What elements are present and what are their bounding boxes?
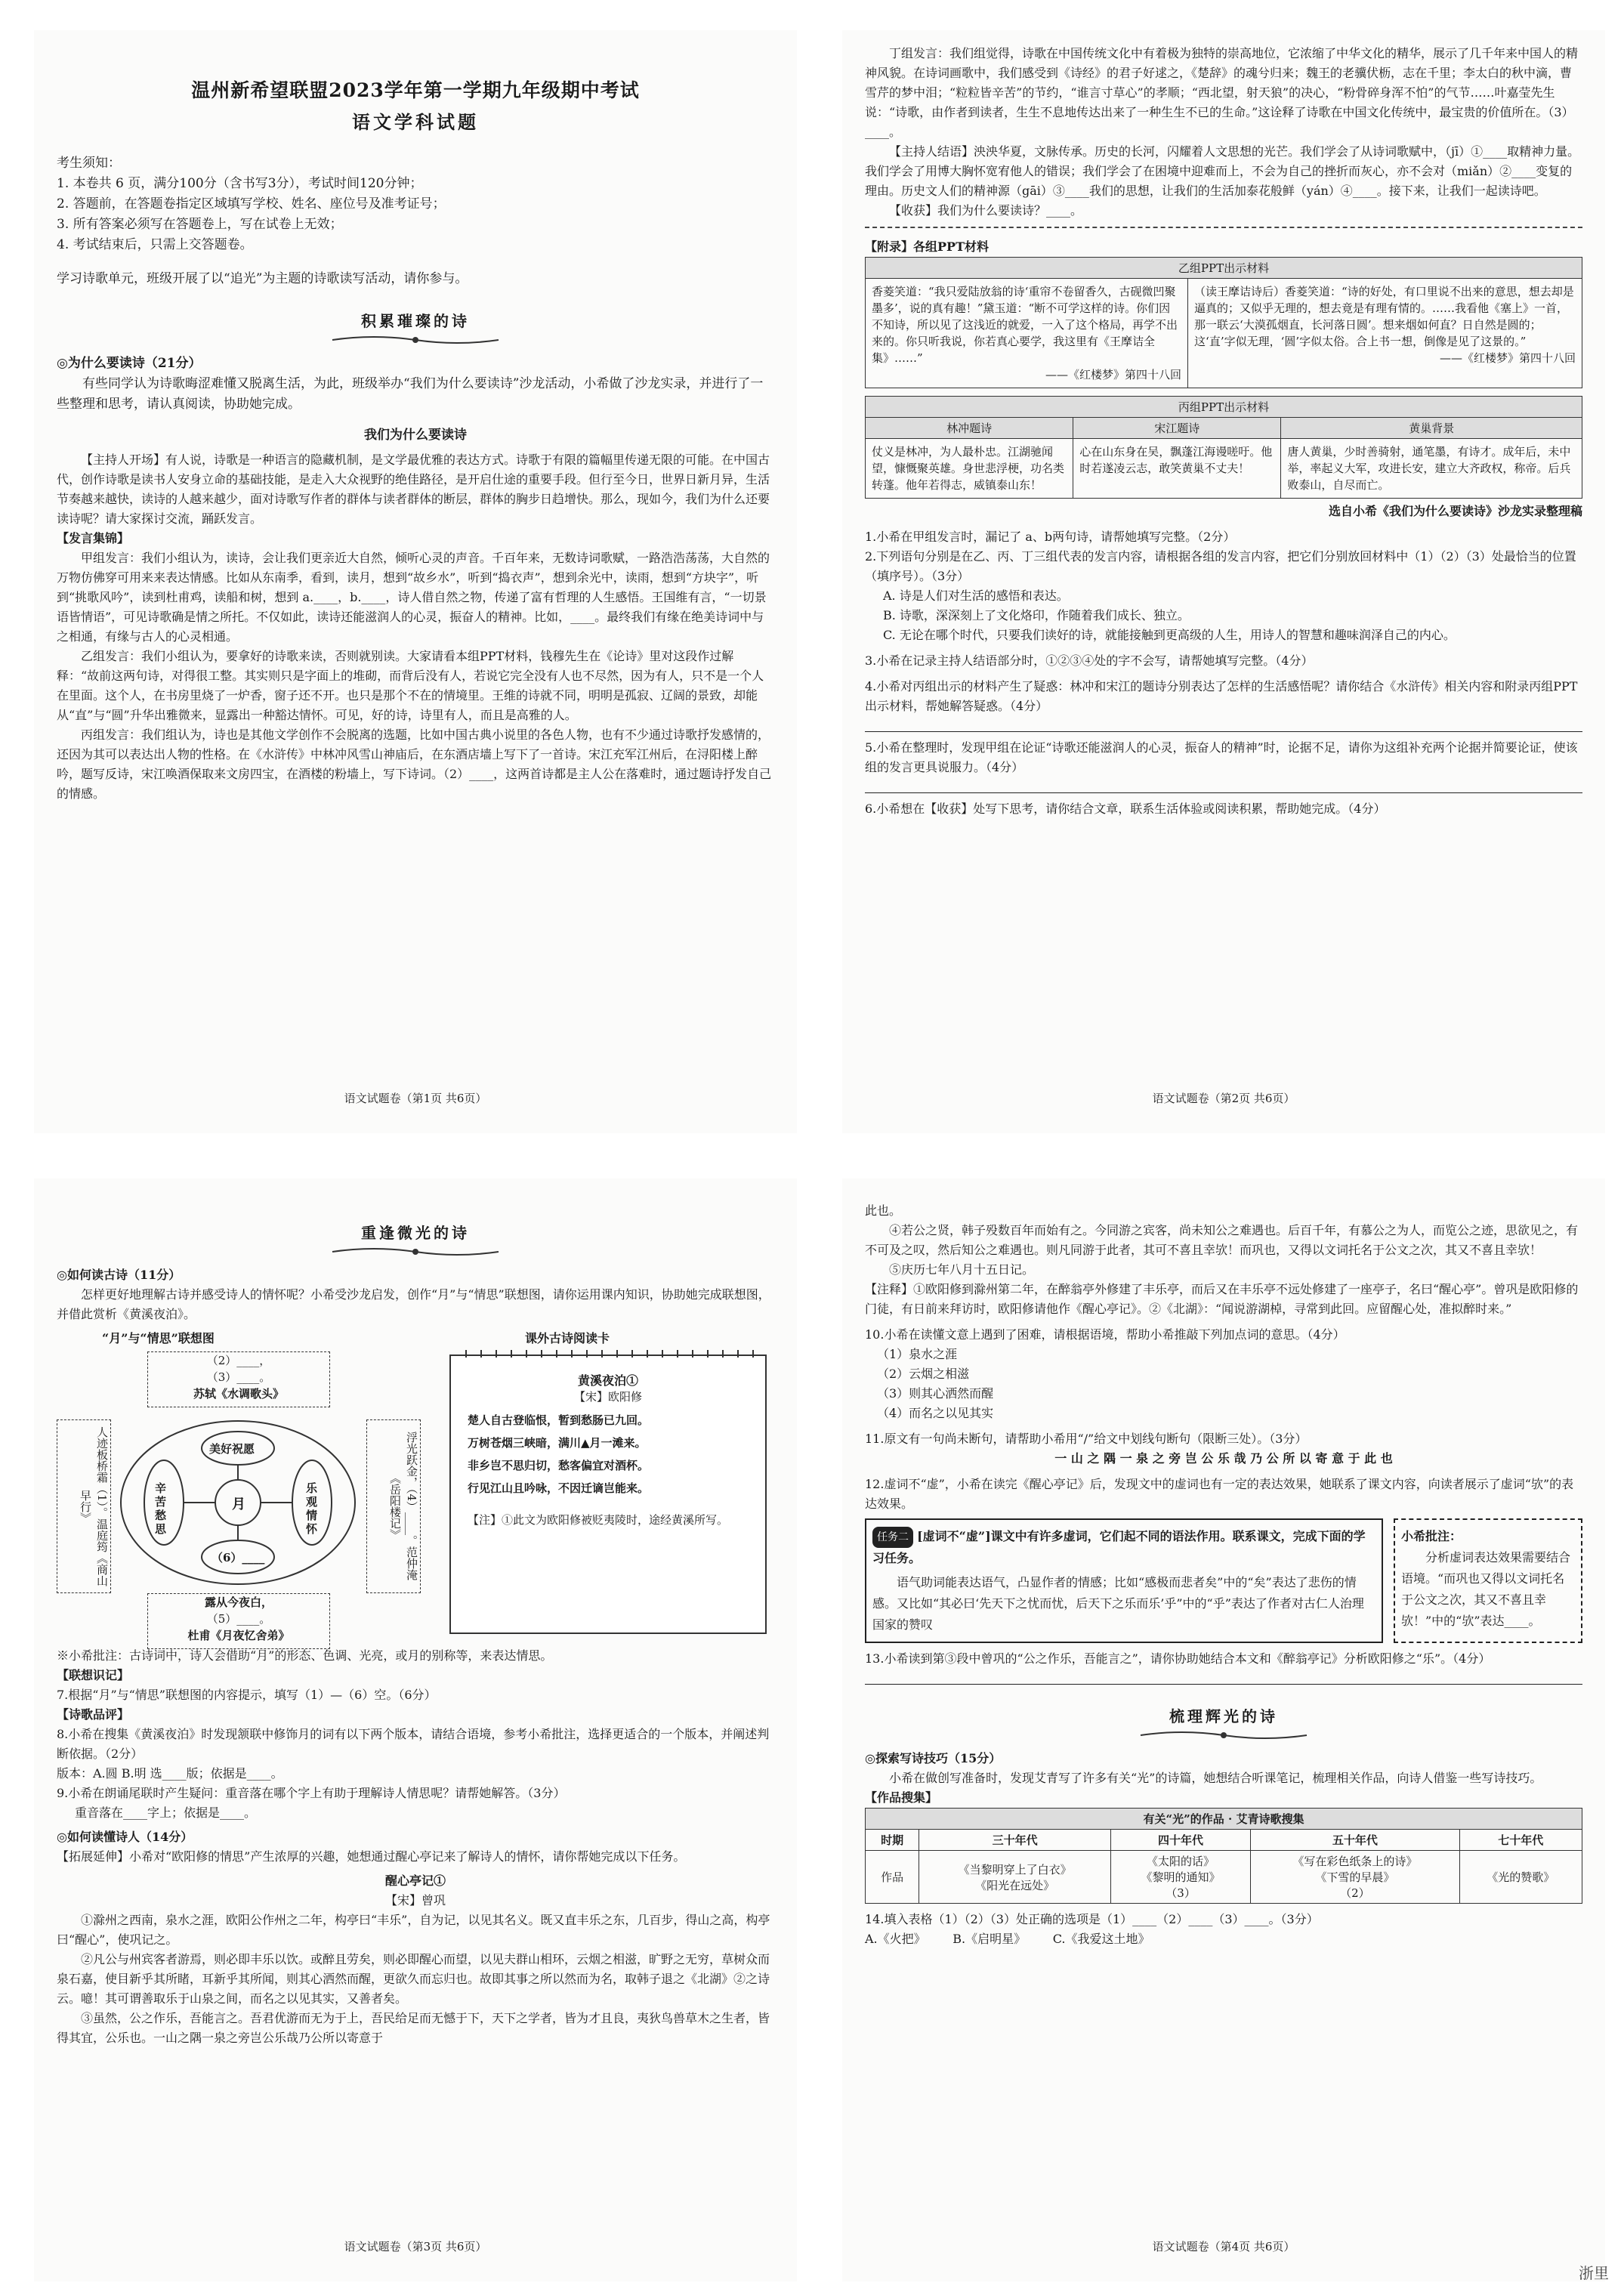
col-header: 时期	[866, 1830, 919, 1851]
question-8-options: 版本：A.圆 B.明 选____版；依据是____。	[57, 1766, 283, 1781]
harvest-line: 【收获】我们为什么要读诗？____。	[889, 203, 1083, 218]
poem-author: 【宋】欧阳修	[573, 1390, 642, 1404]
question-7: 7.根据“月”与“情思”联想图的内容提示，填写（1）—（6）空。（6分）	[57, 1688, 437, 1702]
ppt-cell: 唐人黄巢，少时善骑射，通笔墨，有诗才。成年后，未中举，率起义大军，攻进长安，建立大齐政权，称帝。后兵败泰山，自尽而亡。	[1281, 439, 1582, 499]
page-footer: 语文试题卷（第3页 共6页）	[344, 2240, 487, 2253]
question-group-heading: ◎探索写诗技巧（15分）	[865, 1751, 1002, 1765]
poem-source: 苏轼《水调歌头》	[193, 1387, 284, 1401]
task-text: 语气助词能表达语气，凸显作者的情感；比如“感极而悲者矣”中的“矣”表达了悲伤的情感。又比如“其必曰‘先天下之忧而忧，后天下之乐而乐’乎”中的“乎”表达了作者对古仁人治理国家的赞叹	[872, 1575, 1364, 1632]
essay-paragraph: ②凡公与州宾客者游焉，则必即丰乐以饮。或醉且劳矣，则必即醒心而望，以见夫群山相环，云烟之相滋，旷野之无穷，草树众而泉石嘉，使目新乎其所睹，耳新乎其所闻，则其心洒然而醒，更欲久而忘归也。故即其事之所以然而为名，取韩子退之《北湖》②之诗云。噫！其可谓善取乐于山泉之间，而名之以见其实，又善者矣。	[57, 1952, 770, 2006]
notice-item: 4. 考试结束后，只需上交答题卷。	[57, 237, 253, 252]
table-cell: （3）	[1166, 1886, 1196, 1900]
ppt-heading: 乙组PPT出示材料	[866, 258, 1582, 279]
poem-line: 楚人自古登临恨，暂到愁肠已九回。	[468, 1413, 650, 1427]
page-footer: 语文试题卷（第1页 共6页）	[344, 1092, 487, 1105]
ornament-divider	[1137, 1729, 1311, 1741]
question-11: 11.原文有一句尚未断句，请帮助小希用“/”给文中划线句断句（限断三处）。（3分）	[865, 1432, 1308, 1446]
poem-source: 杜甫《月夜忆舍弟》	[187, 1629, 290, 1642]
row-label: 作品	[866, 1851, 919, 1904]
essay-paragraph: ③虽然，公之作乐，吾能言之。吾君优游而无为于上，吾民给足而无憾于下，天下之学者，皆为才且良，夷狄鸟兽草木之生者，皆得其宜，公乐也。一山之隅一泉之旁岂公乐哉乃公所以寄意于	[57, 2011, 770, 2045]
option: C. 无论在哪个时代，只要我们读好的诗，就能接触到更高级的人生，用诗人的智慧和趣味润泽自己的内心。	[883, 628, 1456, 642]
task-tag: 任务二	[872, 1527, 913, 1548]
diagram-title: “月”与“情思”联想图	[102, 1331, 215, 1345]
poem-reading-card	[449, 1355, 767, 1634]
blank-2: （2）____，	[206, 1354, 271, 1367]
center-moon-label: 月	[232, 1497, 245, 1512]
question-9: 9.小希在朗诵尾联时产生疑问：重音落在哪个字上有助于理解诗人情思呢？请帮她解答。（3分）	[57, 1786, 566, 1800]
question-13: 13.小希读到第③段中曾巩的“公之作乐，吾能言之”，请你协助她结合本文和《醉翁亭记》分析欧阳修之“乐”。（4分）	[865, 1651, 1491, 1666]
question-intro: 小希在做创写准备时，发现艾青写了许多有关“光”的诗篇，她想结合听课笔记，梳理相关作品，向诗人借鉴一些写诗技巧。	[889, 1771, 1542, 1785]
page-footer: 语文试题卷（第2页 共6页）	[1152, 1092, 1295, 1105]
question-group-heading: ◎为什么要读诗（21分）	[57, 356, 202, 371]
side-annotation	[1394, 1518, 1582, 1643]
blank-5: （5）____。	[206, 1612, 271, 1626]
dashed-divider	[865, 227, 1582, 228]
table-cell: 《太阳的话》	[1147, 1855, 1215, 1868]
table-cell: 《阳光在远处》	[975, 1878, 1055, 1892]
question-10: 10.小希在读懂文意上遇到了困难，请根据语境，帮助小希推敲下列加点词的意思。（4分）	[865, 1327, 1345, 1342]
activity-intro: 学习诗歌单元，班级开展了以“追光”为主题的诗歌读写活动，请你参与。	[57, 271, 468, 286]
question-intro: 有些同学认为诗歌晦涩难懂又脱离生活，为此，班级举办“我们为什么要读诗”沙龙活动，小希做了沙龙实录，并进行了一些整理和思考，请认真阅读，协助她完成。	[57, 376, 764, 412]
question-1: 1.小希在甲组发言时，漏记了 a、b两句诗，请帮她填写完整。（2分）	[865, 530, 1236, 544]
page-4	[842, 1178, 1605, 2281]
q10-item: （3）则其心洒然而醒	[877, 1386, 994, 1401]
essay-paragraph: ④若公之贤，韩子殁数百年而始有之。今同游之宾客，尚未知公之难遇也。后百千年，有慕公之为人，而览公之迹，思欲见之，有不可及之叹，然后知公之难遇也。则凡同游于此者，其可不喜且幸欤！而巩也，又得以文词托名于公文之次，其又不喜且幸欤！	[865, 1223, 1579, 1257]
ppt-table-group-c	[865, 396, 1582, 499]
poem-line: 露从今夜白，	[204, 1595, 273, 1609]
col-header: 宋江题诗	[1073, 418, 1281, 439]
host-opening: 【主持人开场】有人说，诗歌是一种语言的隐藏机制，是文学最优雅的表达方式。诗歌于有限的篇幅里传递无限的可能。在中国古代，创作诗歌是读书人安身立命的基础技能，是走入大众视野的绝佳路径，是开启仕途的重要手段。但行至今日，世界日新月异，生活节奏越来越快，读诗的人越来越少，面对诗歌写作者的群体与读者群体的断层，群体的胸步日趋增快。那么，现如今，我们为什么还要读诗呢？请大家探讨交流，踊跃发言。	[57, 453, 770, 526]
answer-line	[865, 1669, 1582, 1685]
works-table	[865, 1808, 1582, 1904]
table-cell: 《当黎明穿上了白衣》	[958, 1862, 1072, 1877]
option: A. 诗是人们对生活的感悟和表达。	[883, 588, 1069, 603]
ornament-divider	[329, 334, 502, 346]
center-right-label: 乐观情怀	[306, 1481, 318, 1536]
question-intro: 怎样更好地理解古诗并感受诗人的情怀呢？小希受沙龙启发，创作“月”与“情思”联想图，请你运用课内知识，协助她完成联想图，并借此赏析《黄溪夜泊》。	[57, 1287, 770, 1321]
section-title: 重逢微光的诗	[361, 1224, 470, 1242]
page-2	[842, 30, 1605, 1133]
host-closing: 【主持人结语】泱泱华夏，文脉传承。历史的长河，闪耀着人文思想的光芒。我们学会了从诗词歌赋中，（jī）①____取精神力量。我们学会了用博大胸怀宽宥他人的错误；我们学会了在困境中迎难而上，不会为自己的挫折而灰心，亦不会对（miǎn）②____变复的理由。历史文人们的精神源（gāi）③____我们的思想，让我们的生活加泰花般鲜（yán）④____。接下来，让我们一起读诗吧。	[865, 144, 1580, 198]
speech-heading: 【发言集锦】	[57, 531, 130, 545]
page-footer: 语文试题卷（第4页 共6页）	[1152, 2240, 1295, 2253]
extension-intro: 【拓展延伸】小希对“欧阳修的情思”产生浓厚的兴趣，她想通过醒心亭记来了解诗人的情怀，请你帮她完成以下任务。	[57, 1849, 686, 1864]
task-area	[865, 1518, 1582, 1643]
article-title: 我们为什么要读诗	[364, 428, 467, 443]
subsection-heading: 【诗歌品评】	[57, 1707, 130, 1722]
answer-line	[865, 777, 1582, 793]
section-title: 积累璀璨的诗	[361, 312, 470, 330]
table-cell: 《下雪的早晨》	[1315, 1870, 1395, 1884]
notebook-rings	[451, 1347, 768, 1359]
option: C.《我爱这土地》	[1052, 1932, 1150, 1946]
question-8: 8.小希在搜集《黄溪夜泊》时发现颔联中修饰月的词有以下两个版本，请结合语境，参考小希批注，选择更适合的一个版本，并阐述判断依据。（2分）	[57, 1727, 770, 1761]
ppt-text: （读王摩诘诗后）香菱笑道：“诗的好处，有口里说不出来的意思，想去却是逼真的；又似乎无理的，想去竟是有理有情的。……我看他《塞上》一首，那一联云‘大漠孤烟直，长河落日圆’。想来烟如何直？日自然是圆的；这‘直’字似无理，‘圆’字似太俗。合上书一想，倒像是见了这景的。”	[1194, 285, 1574, 348]
center-bottom-label: （6）____	[211, 1551, 265, 1565]
page-1	[34, 30, 797, 1133]
blank-3: （3）____。	[206, 1370, 271, 1384]
side-title: 小希批注：	[1401, 1529, 1462, 1543]
task-text: [虚词不“虚”]课文中有许多虚词，它们起不同的语法作用。联系课文，完成下面的学习任务。	[872, 1529, 1366, 1565]
ppt-source: ——《红楼梦》第四十八回	[1045, 368, 1182, 381]
association-area	[57, 1329, 774, 1646]
option: B. 诗歌，深深刻上了文化烙印，作随着我们成长、独立。	[883, 608, 1190, 622]
diagram-top-box	[147, 1351, 330, 1407]
subsection-heading: 【作品搜集】	[865, 1790, 938, 1805]
ppt-text: 香菱笑道：“我只爱陆放翁的诗‘重帘不卷留香久，古砚微凹聚墨多’，说的真有趣！”黛玉道：“断不可学这样的诗。你们因不知诗，所以见了这浅近的就爱，一入了这个格局，再学不出来的。你只听我说，你若真心要学，我这里有《王摩诘全集》……”	[872, 285, 1178, 365]
question-12: 12.虚词不“虚”，小希在读完《醒心亭记》后，发现文中的虚词也有一定的表达效果，她联系了课文内容，向读者展示了虚词“欤”的表达效果。	[865, 1477, 1574, 1511]
table-cell: 《光的赞歌》	[1459, 1851, 1582, 1904]
question-4: 4.小希对丙组出示的材料产生了疑惑：林冲和宋江的题诗分别表达了怎样的生活感悟呢？请你结合《水浒传》相关内容和附录丙组PPT出示材料，帮她解答疑惑。（4分）	[865, 679, 1578, 713]
q10-item: （4）而名之以见其实	[877, 1406, 994, 1420]
table-cell: 《写在彩色纸条上的诗》	[1292, 1855, 1418, 1868]
question-3: 3.小希在记录主持人结语部分时，①②③④处的字不会写，请帮她填写完整。（4分）	[865, 653, 1314, 668]
diagram-right-box: 浮光跃金，（4）____。范仲淹《岳阳楼记》	[366, 1419, 421, 1593]
center-left-label: 辛苦愁思	[155, 1481, 167, 1536]
moon-association-diagram	[57, 1351, 419, 1654]
annotation-tip: ※小希批注：古诗词中，诗人会借助“月”的形态、色调、光亮，或月的别称等，来表达情思。	[57, 1648, 553, 1663]
group-d-speech: 丁组发言：我们组觉得，诗歌在中国传统文化中有着极为独特的崇高地位，它浓缩了中华文化的精华，展示了几千年来中国人的精神风貌。在诗词画歌中，我们感受到《诗经》的君子好逑之，《楚辞》的魂兮归来；魏王的老骥伏枥，志在千里；李太白的秋中滴，曹雪芹的梦中泪；“粒粒皆辛苦”的节约，“谁言寸草心”的孝顺；“西北望，射天狼”的决心，“粉骨碎身浑不怕”的气节……叶嘉莹先生说：“诗歌，由作者到读者，生生不息地传达出来了一种生生不已的生命。”这诠释了诗歌在中国文化传统中，最宝贵的价值所在。（3）____。	[865, 46, 1579, 139]
option: B.《启明星》	[952, 1932, 1027, 1946]
col-header: 黄巢背景	[1281, 418, 1582, 439]
col-header: 七十年代	[1459, 1830, 1582, 1851]
group-b-speech: 乙组发言：我们小组认为，要拿好的诗歌来读，否则就别读。大家请看本组PPT材料，钱穆先生在《论诗》里对这段作过解释：“故前这两句诗，对得很工整。其实则只是字面上的堆砌，而背后没有人，若说它完全没有人也不尽然，因为有人，只不是一个人在里面。这个人，在书房里烧了一炉香，窗子还不开。也只是那个不在的情境里。王维的诗就不同，明明是孤寂、辽阔的景致，却能从“直”与“圆”升华出雅微来，显露出一种豁达情怀。可见，好的诗，诗里有人，而且是高雅的人。	[57, 649, 764, 722]
essay-continuation: 此也。	[865, 1203, 902, 1218]
col-header: 四十年代	[1110, 1830, 1250, 1851]
notice-heading: 考生须知：	[57, 156, 121, 171]
answer-line	[865, 716, 1582, 732]
q10-item: （1）泉水之涯	[877, 1347, 958, 1361]
diagram-bottom-box	[147, 1593, 330, 1649]
question-6: 6.小希想在【收获】处写下思考，请你结合文章，联系生活体验或阅读积累，帮助她完成。（4分）	[865, 802, 1386, 816]
poem-line: 万树苍烟三峡暗，满川▲月一滩来。	[468, 1436, 647, 1450]
col-header: 三十年代	[919, 1830, 1111, 1851]
exam-subtitle: 语文学科试题	[352, 111, 479, 133]
ppt-table-group-b	[865, 257, 1582, 388]
poem-line: 非乡岂不思归切，愁客偏宜对酒杯。	[468, 1459, 650, 1472]
group-c-speech: 丙组发言：我们组认为，诗也是其他文学创作不会脱离的选题，比如中国古典小说里的各色人物，也有不少通过诗歌抒发感情的，还因为其可以表达出人物的性格。在《水浒传》中林冲风雪山神庙后，在东酒店墙上写下了一首诗。宋江充军江州后，在浔阳楼上醉吟，题写反诗，宋江唤酒保取来文房四宝，在酒楼的粉墙上，写下诗词。（2）____，这两首诗都是主人公在落难时，通过题诗抒发自己的情感。	[57, 727, 772, 801]
notice-item: 1. 本卷共 6 页，满分100分（含书写3分），考试时间120分钟；	[57, 176, 423, 191]
page-3	[34, 1178, 797, 2281]
center-top-label: 美好祝愿	[209, 1442, 255, 1456]
poem-note: 【注】①此文为欧阳修被贬夷陵时，途经黄溪所写。	[468, 1513, 729, 1527]
question-5: 5.小希在整理时，发现甲组在论证“诗歌还能滋润人的心灵，振奋人的精神”时，论据不足，请你为这组补充两个论据并简要论证，使该组的发言更具说服力。（4分）	[865, 740, 1578, 774]
notice-item: 3. 所有答案必须写在答题卷上，写在试卷上无效；	[57, 217, 343, 232]
notice-item: 2. 答题前，在答题卷指定区域填写学校、姓名、座位号及准考证号；	[57, 196, 446, 212]
essay-paragraph: ⑤庆历七年八月十五日记。	[889, 1262, 1035, 1277]
q11-sentence: 一 山 之 隅 一 泉 之 旁 岂 公 乐 哉 乃 公 所 以 寄 意 于 此 也	[1054, 1451, 1393, 1466]
ornament-divider	[329, 1246, 502, 1258]
card-title: 课外古诗阅读卡	[525, 1331, 610, 1345]
appendix-heading: 【附录】各组PPT材料	[865, 239, 989, 254]
poem-title: 黄溪夜泊①	[577, 1373, 638, 1388]
exam-title: 温州新希望联盟2023学年第一学期九年级期中考试	[191, 79, 640, 101]
ppt-cell: 仗义是林冲，为人最朴忠。江湖驰闻望，慷慨聚英雄。身世悲浮梗，功名类转蓬。他年若得志，威镇泰山东！	[866, 439, 1073, 499]
question-14: 14.填入表格（1）（2）（3）处正确的选项是（1）____（2）____（3）____。（3分）	[865, 1912, 1319, 1926]
ppt-source: ——《红楼梦》第四十八回	[1439, 351, 1576, 365]
ppt-heading: 丙组PPT出示材料	[866, 397, 1582, 418]
question-group-heading: ◎如何读古诗（11分）	[57, 1268, 181, 1282]
option: A.《火把》	[865, 1932, 926, 1946]
essay-paragraph: ①滁州之西南，泉水之涯，欧阳公作州之二年，构亭曰“丰乐”，自为记，以见其名义。既又直丰乐之东，几百步，得山之高，构亭曰“醒心”，使巩记之。	[57, 1913, 770, 1947]
q14-options	[865, 1929, 1582, 1949]
ppt-cell: 心在山东身在吴，飘蓬江海谩嗟吁。他时若遂凌云志，敢笑黄巢不丈夫！	[1073, 439, 1281, 499]
poem-line: 行见江山且吟咏，不因迁谪岂能来。	[468, 1481, 650, 1495]
question-2: 2.下列语句分别是在乙、丙、丁三组代表的发言内容，请根据各组的发言内容，把它们分别放回材料中（1）（2）（3）处最恰当的位置（填序号）。（3分）	[865, 549, 1576, 583]
corner-watermark: 浙里	[1579, 2264, 1609, 2282]
task-box	[865, 1518, 1383, 1643]
question-9-answer: 重音落在____字上；依据是____。	[75, 1805, 257, 1820]
question-group-heading: ◎如何读懂诗人（14分）	[57, 1830, 193, 1844]
col-header: 五十年代	[1251, 1830, 1459, 1851]
essay-title: 醒心亭记①	[384, 1873, 446, 1888]
source-note: 选自小希《我们为什么要读诗》沙龙实录整理稿	[1328, 504, 1582, 518]
table-title: 有关“光”的作品 · 艾青诗歌搜集	[866, 1809, 1582, 1830]
group-a-speech: 甲组发言：我们小组认为，读诗，会让我们更亲近大自然，倾听心灵的声音。千百年来，无数诗词歌赋，一路浩浩荡荡，大自然的万物仿佛穿可用来来表达情感。比如从东南季，看到，读月，想到“故乡水”，听到“捣衣声”，想到余光中，读雨，想到“方块字”，听到“挑歌风吟”，读到杜甫鸡，读船和树，想到 a.____，b.____，诗人借自然之物，传递了富有哲理的人生感悟。王国维有言，“一切景语皆情语”，可见诗歌确是情之所托。不仅如此，读诗还能滋润人的心灵，振奋人的精神。比如，____。最终我们有缘在绝美诗词中与之相通，有缘与古人的心灵相通。	[57, 551, 770, 644]
essay-author: 【宋】曾巩	[384, 1893, 446, 1907]
diagram-left-box: 人迹板桥霜（1）。温庭筠《商山早行》	[57, 1419, 111, 1593]
section-title: 梳理辉光的诗	[1169, 1707, 1278, 1725]
subsection-heading: 【联想识记】	[57, 1668, 130, 1682]
col-header: 林冲题诗	[866, 418, 1073, 439]
side-text: 分析虚词表达效果需要结合语境。“而巩也又得以文词托名于公文之次，其又不喜且幸欤！”中的“欤”表达____。	[1401, 1550, 1571, 1628]
q10-item: （2）云烟之相滋	[877, 1367, 970, 1381]
table-cell: 《黎明的通知》	[1141, 1870, 1221, 1884]
essay-annotation: 【注释】①欧阳修到滁州第二年，在醉翁亭外修建了丰乐亭，而后又在丰乐亭不远处修建了一座亭子，名曰“醒心亭”。曾巩是欧阳修的门徒，有日前来拜访时，欧阳修请他作《醒心亭记》。②《北湖》：“闻说游湖棹，寻常到此回。应留醒心处，准拟醉时来。”	[865, 1282, 1579, 1316]
table-cell: （2）	[1340, 1886, 1370, 1900]
